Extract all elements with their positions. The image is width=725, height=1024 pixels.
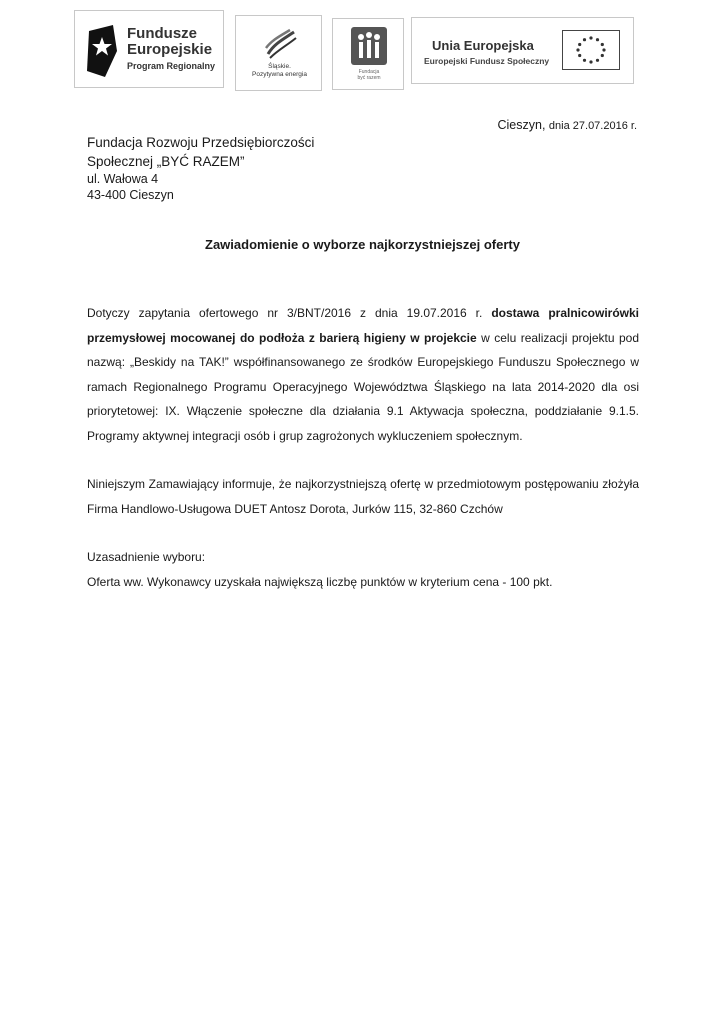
eu-title: Unia Europejska — [432, 38, 534, 53]
fe-sub: Program Regionalny — [127, 61, 216, 71]
date-text: dnia 27.07.2016 r. — [548, 120, 637, 132]
byc-razem-mark-icon — [351, 27, 387, 65]
slaskie-wave-icon — [260, 26, 300, 60]
fe-line1: Fundusze — [127, 25, 197, 42]
byc-razem-line2: być razem — [357, 75, 381, 81]
document-title: Zawiadomienie o wyborze najkorzystniejszej oferty — [205, 237, 520, 252]
p1-c: w celu realizacji projektu pod nazwą: „Beskidy na TAK!” współfinansowanego ze środków Europejskiego Funduszu Społecznego w ramach Regionalnego Programu Operacyjnego Województwa Śląskiego na lata 2014-2020 dla osi priorytetowej: IX. Włączenie społeczne dla działania 9.1 Aktywacja społeczna, poddziałanie 9.1.5. Programy aktywnej integracji osób i grup zagrożonych wykluczeniem społecznym. — [87, 330, 640, 443]
fundusze-europejskie-logo — [74, 10, 224, 88]
p1-a: Dotyczy zapytania ofertowego nr 3/BNT/2016 z dnia 19.07.2016 r. — [87, 306, 492, 320]
reason-label: Uzasadnienie wyboru: — [87, 550, 206, 564]
eu-flag-icon — [562, 30, 620, 70]
date-city: Cieszyn, — [497, 118, 546, 132]
org-street: ul. Wałowa 4 — [87, 172, 159, 186]
fe-star-icon — [85, 21, 121, 79]
eu-sub: Europejski Fundusz Społeczny — [424, 56, 550, 66]
slaskie-line1: Śląskie. — [268, 63, 291, 70]
paragraph-selection: Niniejszym Zamawiający informuje, że najkorzystniejszą ofertę w przedmiotowym postępowaniu złożyła Firma Handlowo-Usługowa DUET Antosz Dorota, Jurków 115, 32-860 Czchów — [87, 477, 639, 516]
slaskie-line2: Pozytywna energia — [252, 71, 307, 78]
org-city: 43-400 Cieszyn — [87, 188, 174, 202]
unia-europejska-logo — [411, 17, 634, 84]
byc-razem-line1: Fundacja — [358, 69, 380, 75]
p1-bold: dostawa pralnicowirówki przemysłowej mocowanej do podłoża z barierą higieny w projekcie — [87, 306, 640, 345]
byc-razem-logo — [332, 18, 404, 90]
slaskie-logo — [235, 15, 322, 91]
org-name-1: Fundacja Rozwoju Przedsiębiorczości — [87, 135, 315, 150]
date-line — [498, 118, 638, 132]
reason-text: Oferta ww. Wykonawcy uzyskała największą liczbę punktów w kryterium cena - 100 pkt. — [87, 575, 553, 589]
org-name-2: Społecznej „BYĆ RAZEM” — [87, 154, 245, 169]
paragraph-inquiry — [87, 301, 639, 448]
fe-line2: Europejskie — [127, 41, 213, 58]
